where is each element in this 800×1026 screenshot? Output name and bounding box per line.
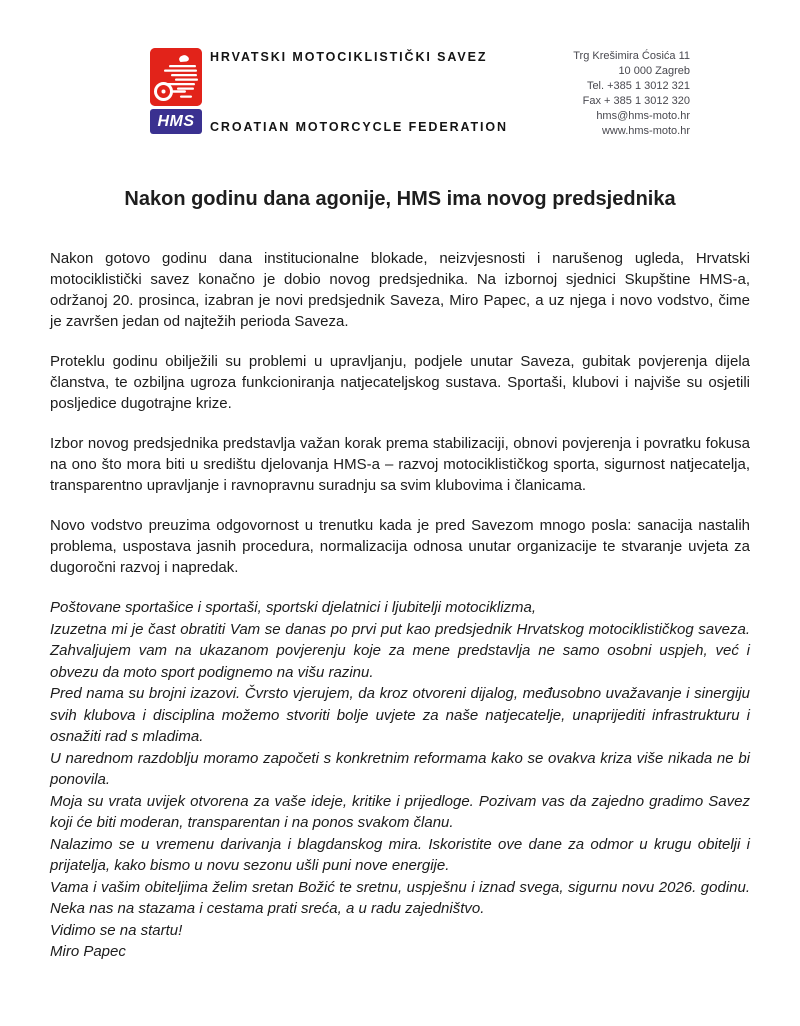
hms-logo: [150, 48, 202, 140]
contact-email: hms@hms-moto.hr: [596, 110, 690, 122]
letter-closing: Vidimo se na startu!: [50, 921, 183, 939]
org-name-english: CROATIAN MOTORCYCLE FEDERATION: [210, 120, 508, 134]
letter-paragraph: Izuzetna mi je čast obratiti Vam se danas po prvi put kao predsjednik Hrvatskog motociklističkog saveza. Zahvaljujem vam na ukazanom povjerenju koje za mene predstavlja ne samo osobni uspjeh, već i obvezu da moto sport podignemo na višu razinu.: [50, 620, 750, 681]
org-name-croatian: HRVATSKI MOTOCIKLISTIČKI SAVEZ: [210, 50, 488, 64]
contact-fax: Fax + 385 1 3012 320: [582, 95, 690, 107]
contact-website: www.hms-moto.hr: [601, 125, 690, 137]
president-letter: [50, 597, 750, 963]
letter-paragraph: Vama i vašim obiteljima želim sretan Božić te sretnu, uspješnu i iznad svega, sigurnu novu 2026. godinu. Neka nas na stazama i cestama prati sreća, a u radu zajedništvo.: [50, 878, 750, 917]
contact-city: 10 000 Zagreb: [618, 65, 690, 77]
document-body: [50, 248, 750, 963]
contact-phone: Tel. +385 1 3012 321: [586, 80, 690, 92]
contact-address: Trg Krešimira Ćosića 11: [573, 50, 690, 62]
letter-paragraph: Moja su vrata uvijek otvorena za vaše ideje, kritike i prijedloge. Pozivam vas da zajedno gradimo Savez koji će biti moderan, transparentan i na ponos svakom članu.: [50, 792, 750, 831]
contact-block: [573, 48, 690, 140]
page-title: Nakon godinu dana agonije, HMS ima novog predsjednika: [124, 188, 676, 211]
signature: Miro Papec: [50, 943, 126, 960]
letter-paragraph: U narednom razdoblju moramo započeti s konkretnim reformama kako se ovakva kriza više nikada ne bi ponovila.: [50, 749, 750, 788]
letter-salutation: Poštovane sportašice i sportaši, sportski djelatnici i ljubitelji motociklizma,: [50, 599, 537, 616]
body-paragraph: Novo vodstvo preuzima odgovornost u trenutku kada je pred Savezom mnogo posla: sanacija nastalih problema, uspostava jasnih procedura, normalizacija odnosa unutar organizacije te stvaranje uvjeta za dugoročni razvoj i napredak.: [50, 517, 750, 576]
motorcycle-icon: [150, 48, 202, 106]
letter-paragraph: Pred nama su brojni izazovi. Čvrsto vjerujem, da kroz otvoreni dijalog, međusobno uvažavanje i sinergiju svih klubova i disciplina možemo stvoriti bolje uvjete za naše natjecatelje, unaprijediti infrastrukturu i osnažiti rad s mladima.: [50, 685, 750, 745]
letter-paragraph: Nalazimo se u vremenu darivanja i blagdanskog mira. Iskoristite ove dane za odmor u krugu obitelji i prijatelja, kako bismo u novu sezonu ušli puni nove energije.: [50, 835, 750, 874]
letterhead: [150, 48, 690, 140]
body-paragraph: Nakon gotovo godinu dana institucionalne blokade, neizvjesnosti i narušenog ugleda, Hrvatski motociklistički savez konačno je dobio novog predsjednika. Na izbornoj sjednici Skupštine HMS-a, održanoj 20. prosinca, izabran je novi predsjednik Saveza, Miro Papec, a uz njega i novo vodstvo, čime je završen jedan od najtežih perioda Saveza.: [50, 250, 750, 330]
body-paragraph: Izbor novog predsjednika predstavlja važan korak prema stabilizaciji, obnovi povjerenja i povratku fokusa na ono što mora biti u središtu djelovanja HMS-a – razvoj motociklističkog sporta, sigurnost natjecatelja, transparentno upravljanje i ravnopravnu suradnju sa svim klubovima i članicama.: [50, 435, 750, 494]
organization-names: [210, 48, 573, 140]
body-paragraph: Proteklu godinu obilježili su problemi u upravljanju, podjele unutar Saveza, gubitak povjerenja dijela članstva, te ozbiljna ugroza funkcioniranja natjecateljskog sustava. Sportaši, klubovi i najviše su osjetili posljedice dugotrajne krize.: [50, 353, 750, 412]
hms-logo-acronym: HMS: [150, 109, 202, 134]
